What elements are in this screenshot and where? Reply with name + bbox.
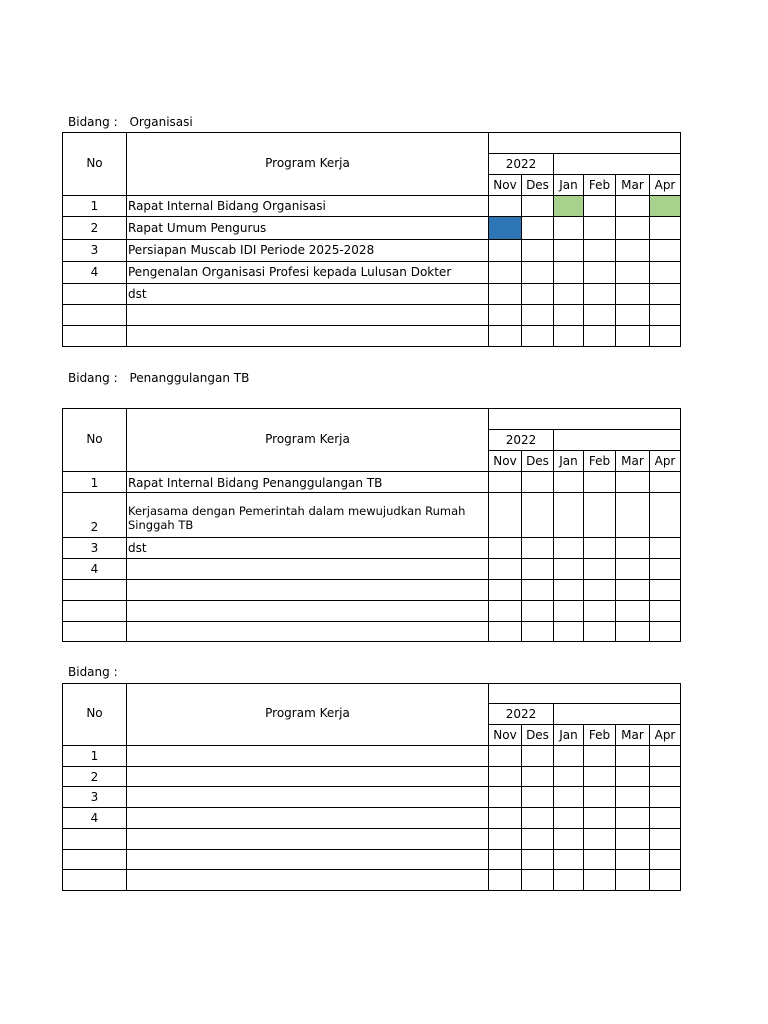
month-nov: Nov — [493, 728, 517, 742]
divider — [553, 153, 554, 174]
bidang-label — [68, 371, 249, 385]
divider — [553, 429, 554, 450]
row-program: Kerjasama dengan Pemerintah dalam mewujudkan Rumah Singgah TB — [128, 504, 466, 532]
divider — [62, 807, 681, 808]
divider — [583, 450, 584, 642]
month-des: Des — [526, 454, 549, 468]
month-apr: Apr — [654, 454, 676, 468]
divider — [521, 450, 522, 642]
row-no: 1 — [90, 199, 99, 213]
schedule-mark-apr — [650, 196, 680, 216]
month-feb: Feb — [588, 178, 611, 192]
month-des: Des — [526, 728, 549, 742]
schedule-mark-nov — [489, 217, 521, 239]
row-no: 3 — [90, 243, 99, 257]
divider — [62, 849, 681, 850]
header-year: 2022 — [505, 433, 537, 447]
header-no: No — [86, 432, 103, 446]
divider — [62, 195, 681, 196]
bidang-label-text: Bidang : — [68, 371, 118, 385]
row-program: Rapat Internal Bidang Organisasi — [128, 199, 326, 213]
row-no: 1 — [90, 476, 99, 490]
divider — [62, 492, 681, 493]
divider — [62, 325, 681, 326]
divider — [62, 283, 681, 284]
bidang-label-text: Bidang : — [68, 665, 118, 679]
divider — [649, 450, 650, 642]
divider — [553, 703, 554, 724]
divider — [62, 304, 681, 305]
month-jan: Jan — [559, 178, 578, 192]
row-no: 1 — [90, 749, 99, 763]
divider — [488, 429, 681, 430]
month-mar: Mar — [621, 454, 644, 468]
row-no: 2 — [90, 520, 99, 534]
divider — [62, 869, 681, 870]
row-no: 3 — [90, 541, 99, 555]
divider — [62, 621, 681, 622]
row-no: 4 — [90, 562, 99, 576]
month-des: Des — [526, 178, 549, 192]
month-jan: Jan — [559, 454, 578, 468]
bidang-value: Penanggulangan TB — [129, 371, 250, 385]
row-no: 2 — [90, 770, 99, 784]
header-no: No — [86, 706, 103, 720]
month-feb: Feb — [588, 454, 611, 468]
header-year: 2022 — [505, 707, 537, 721]
divider — [488, 724, 681, 725]
divider — [62, 261, 681, 262]
header-program: Program Kerja — [265, 432, 350, 446]
row-no: 4 — [90, 265, 99, 279]
divider — [488, 703, 681, 704]
month-mar: Mar — [621, 178, 644, 192]
month-apr: Apr — [654, 728, 676, 742]
month-apr: Apr — [654, 178, 676, 192]
row-no: 2 — [90, 221, 99, 235]
divider — [488, 153, 681, 154]
header-no: No — [86, 156, 103, 170]
row-no: 3 — [90, 790, 99, 804]
month-nov: Nov — [493, 454, 517, 468]
divider — [62, 471, 681, 472]
divider — [615, 450, 616, 642]
divider — [553, 450, 554, 642]
divider — [62, 216, 681, 217]
header-year: 2022 — [505, 157, 537, 171]
divider — [62, 786, 681, 787]
row-program: Rapat Umum Pengurus — [128, 221, 267, 235]
month-jan: Jan — [559, 728, 578, 742]
divider — [62, 745, 681, 746]
bidang-label — [68, 665, 129, 679]
divider — [62, 579, 681, 580]
row-program: dst — [128, 287, 147, 301]
divider — [62, 600, 681, 601]
schedule-mark-jan — [554, 196, 583, 216]
divider — [62, 558, 681, 559]
header-program: Program Kerja — [265, 156, 350, 170]
row-program: Pengenalan Organisasi Profesi kepada Lulusan Dokter — [128, 265, 452, 279]
row-program: Rapat Internal Bidang Penanggulangan TB — [128, 476, 383, 490]
month-nov: Nov — [493, 178, 517, 192]
divider — [62, 766, 681, 767]
row-no: 4 — [90, 811, 99, 825]
month-mar: Mar — [621, 728, 644, 742]
bidang-value: Organisasi — [129, 115, 193, 129]
divider — [62, 828, 681, 829]
divider — [488, 174, 681, 175]
divider — [62, 537, 681, 538]
month-feb: Feb — [588, 728, 611, 742]
bidang-label — [68, 115, 193, 129]
divider — [488, 450, 681, 451]
bidang-label-text: Bidang : — [68, 115, 118, 129]
row-program: dst — [128, 541, 147, 555]
row-program: Persiapan Muscab IDI Periode 2025-2028 — [128, 243, 375, 257]
header-program: Program Kerja — [265, 706, 350, 720]
divider — [62, 239, 681, 240]
